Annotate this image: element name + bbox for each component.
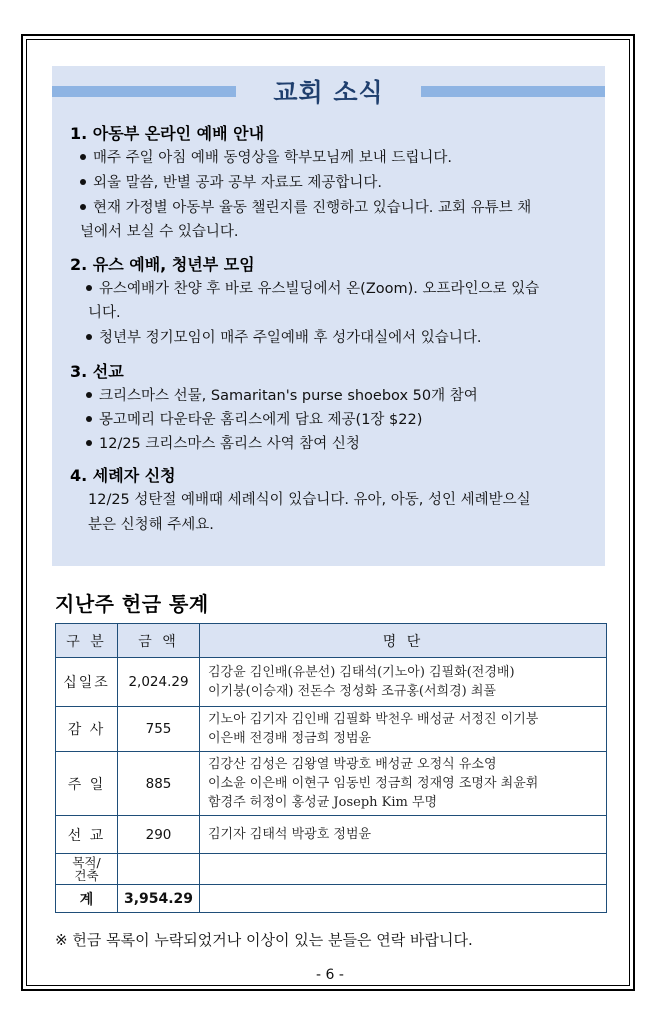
total-names [200,885,607,913]
list-item: 유스예배가 찬양 후 바로 유스빌딩에서 온(Zoom). 오프라인으로 있습 [86,277,539,298]
bullet-icon [86,334,92,340]
bullet-icon [86,416,92,422]
names-line: 함경주 허정이 홍성균 Joseph Kim 무명 [208,795,438,810]
title-decoration-left [52,86,236,97]
table-row [56,752,607,816]
bullet-icon [86,440,92,446]
row-names [200,707,607,752]
section-text: 12/25 성탄절 예배때 세례식이 있습니다. 유아, 아동, 성인 세례받으실 [88,492,531,508]
row-category: 주 일 [56,752,118,816]
page-number: - 6 - [316,967,344,983]
row-amount: 885 [118,752,200,816]
row-names [200,752,607,816]
list-item: 현재 가정별 아동부 율동 챌린지를 진행하고 있습니다. 교회 유튜브 채 [80,196,531,217]
offering-title: 지난주 헌금 통계 [55,592,209,616]
names-line: 이은배 전경배 정금희 정범윤 [208,731,372,746]
table-row [56,854,607,885]
row-names [200,854,607,885]
table-total-row [56,885,607,913]
names-line: 이소윤 이은배 이현구 임동빈 정금희 정재영 조명자 최윤휘 [208,776,539,791]
names-line: 김강윤 김인배(유분선) 김태석(기노아) 김필화(전경배) [208,665,515,680]
table-row [56,816,607,854]
section-heading: 4. 세례자 신청 [70,466,176,485]
list-item: 몽고메리 다운타운 홈리스에게 담요 제공(1장 $22) [86,408,422,429]
table-row [56,658,607,707]
table-row [56,707,607,752]
row-amount: 2,024.29 [118,658,200,707]
names-line: 기노아 김기자 김인배 김필화 박천우 배성균 서정진 이기붕 [208,712,539,727]
column-header-category: 구 분 [56,624,118,658]
names-line: 김기자 김태석 박광호 정범윤 [208,827,372,842]
list-item: 매주 주일 아침 예배 동영상을 학부모님께 보내 드립니다. [80,146,452,167]
title-decoration-right [421,86,605,97]
list-item: 청년부 정기모임이 매주 주일예배 후 성가대실에서 있습니다. [86,326,481,347]
church-news-box [52,66,605,566]
section-heading: 1. 아동부 온라인 예배 안내 [70,124,265,143]
total-amount: 3,954.29 [118,885,200,913]
names-line: 이기붕(이승재) 전돈수 정성화 조규홍(서희경) 최풀 [208,684,496,699]
row-category: 목적/ 건축 [56,854,118,885]
list-item-continuation: 널에서 보실 수 있습니다. [80,224,239,240]
section-heading: 3. 선교 [70,362,124,381]
bullet-icon [80,154,86,160]
row-category: 감 사 [56,707,118,752]
footnote: ※ 헌금 목록이 누락되었거나 이상이 있는 분들은 연락 바랍니다. [55,931,473,949]
bullet-icon [86,392,92,398]
news-title: 교회 소식 [273,78,384,107]
offering-table [55,623,607,913]
row-amount: 290 [118,816,200,854]
column-header-amount: 금 액 [118,624,200,658]
bullet-icon [80,204,86,210]
section-text: 분은 신청해 주세요. [88,517,214,533]
table-header-row [56,624,607,658]
total-label: 계 [56,885,118,913]
row-category: 선 교 [56,816,118,854]
row-amount: 755 [118,707,200,752]
column-header-names: 명 단 [200,624,607,658]
section-heading: 2. 유스 예배, 청년부 모임 [70,255,255,274]
row-names [200,658,607,707]
row-amount [118,854,200,885]
bullet-icon [86,285,92,291]
names-line: 김강산 김성은 김왕열 박광호 배성균 오정식 유소영 [208,757,497,772]
list-item: 12/25 크리스마스 홈리스 사역 참여 신청 [86,432,360,453]
bullet-icon [80,179,86,185]
list-item: 외울 말씀, 반별 공과 공부 자료도 제공합니다. [80,171,382,192]
row-category: 십일조 [56,658,118,707]
list-item: 크리스마스 선물, Samaritan's purse shoebox 50개 참여 [86,384,478,405]
row-names [200,816,607,854]
list-item-continuation: 니다. [88,305,121,321]
